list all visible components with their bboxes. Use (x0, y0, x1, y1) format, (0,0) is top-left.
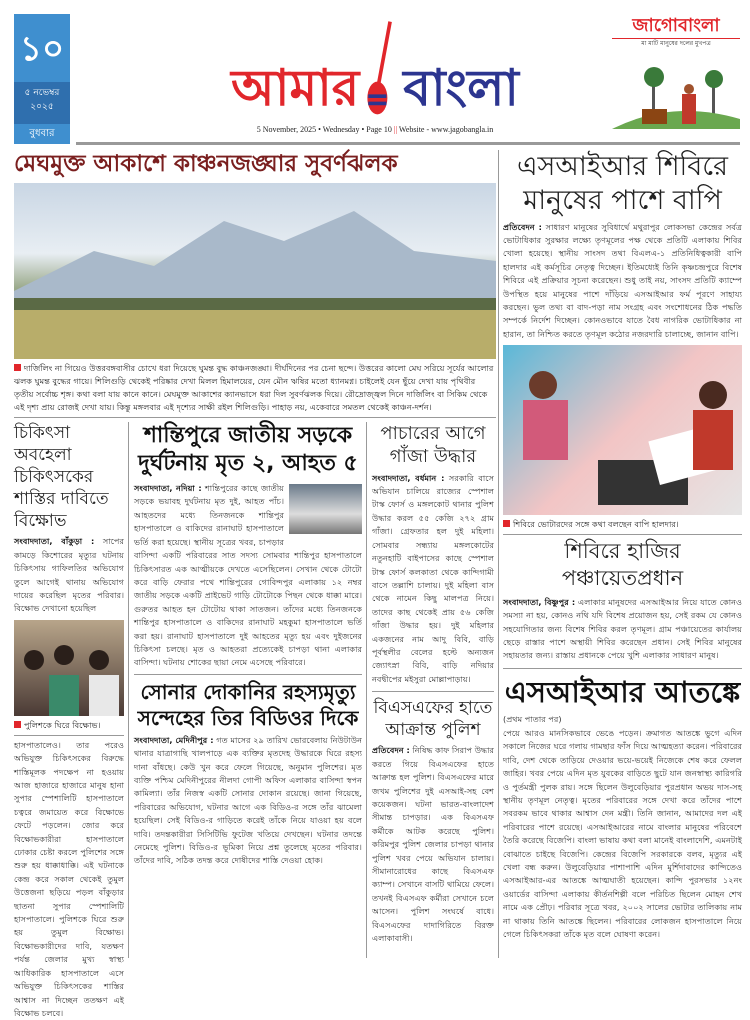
farmer-illustration (612, 49, 740, 129)
logo-part-1: আমার (231, 58, 360, 117)
bullet-icon (14, 721, 21, 728)
dateline: সংবাদদাতা, বর্ধমান : (372, 472, 445, 483)
masthead-logo (150, 14, 600, 118)
sister-tagline: মা মাটি মানুষের দলের মুখপত্র (612, 38, 740, 49)
ganja-headline: পাচারের আগে গাঁজা উদ্ধার (380, 422, 486, 468)
sir-panic-headline: এসআইআর আতঙ্কে (504, 674, 741, 709)
body-text: শান্তিপুরের কাছে জাতীয় সড়কে ভয়াবহ দুর্ঘটনায় মৃত দুই, আহত পাঁচ। আহতদের মধ্যে তিনজনকে শান্তিপুর হাসপাতালে ও বাকিদের রানাঘাট হাসপাতালে ভর্তি করা হয়েছে। স্থানীয় সূত্রের খবর, চাপড়ার বাসিন্দা একটি পরিবারের সাত সদস্য সোমবার শান্তিপুর হাসপাতালে চিকিৎসারত এক আত্মীয়কে দেখতে এসেছিলেন। সেখান থেকে টোটো করে বাড়ি ফেরার পথে শান্তিপুরের গোবিন্দপুর এলাকায় ১২ নম্বর জাতীয় সড়কে একটি প্রাইভেট গাড়ি টোটোকে পিছন থেকে ধাক্কা মারে। গুরুতর আহত হন টোটোয় থাকা সাতজন। তাঁদের মধ্যে তিনজনকে শান্তিপুর হাসপাতালে ও বাকিদের রানাঘাট মহকুমা হাসপাতালে ভর্তি করা হয়। রানাঘাট হাসপাতালে দুই আহতের মৃত্যু হয় এবং দুইজনের চিকিৎসা চলছে। মৃত ও আহতরা প্রত্যেকেই চাপড়া থানা এলাকার বাসিন্দা। ঘটনায় শোকের ছায়া নেমে এসেছে পরিবারে। (134, 483, 362, 668)
ganja-body (372, 472, 494, 687)
page-number: ১০ (19, 29, 65, 69)
lead-story (14, 150, 498, 418)
divider (372, 691, 494, 692)
dateline: সংবাদদাতা, মেদিনীপুর : (134, 734, 214, 745)
medical-headline: চিকিৎসা অবহেলা চিকিৎসকের শাস্তির দাবিতে বিক্ষোভ (14, 422, 109, 532)
jeweller-headline: সোনার দোকানির রহস্যমৃত্যু সন্দেহের তির বিডিওর দিকে (137, 679, 359, 730)
jeweller-body (134, 734, 362, 958)
sir-camp-headline: এসআইআর শিবিরে মানুষের পাশে বাপি (517, 151, 728, 216)
dateline-text: 5 November, 2025 • Wednesday • Page 10 (256, 125, 392, 134)
bsf-headline: বিএসএফের হাতে আক্রান্ত পুলিশ (373, 698, 493, 741)
dateline: সংবাদদাতা, নদিয়া : (134, 483, 202, 494)
divider (14, 417, 496, 418)
logo-part-2: বাংলা (403, 58, 519, 117)
divider (14, 735, 124, 736)
medical-body (14, 535, 124, 615)
accident-headline: শান্তিপুরে জাতীয় সড়কে দুর্ঘটনায় মৃত ২, আহত ৫ (138, 422, 358, 477)
accident-body (134, 482, 362, 670)
website-link[interactable]: Website - www.jagobangla.in (398, 125, 494, 134)
issue-date: ৫ নভেম্বর ২০২৫ (14, 82, 70, 124)
body-text: সাধারণ মানুষের সুবিধার্থে মথুরাপুর লোকসভা কেন্দ্রের সর্বত্র ভোটাধিকার সুরক্ষার লক্ষ্যে তৃণমূলের পক্ষ থেকে প্রতিটি এলাকায় শিবির খোলা হয়েছে। স্থানীয় সাংসদ তথা বিএলএ-১ প্রতিনিধিত্বকারী বাপি হালদার এই কর্মসূচির নেতৃত্ব দিচ্ছেন। ইতিমধ্যেই তিনি কৃষ্ণচন্দ্রপুরে বিশেষ শিবিরে এই প্রক্রিয়ার সূচনা করেছেন। শুধু তাই নয়, সাংসদ প্রতিটি ক্যাম্পে উপস্থিত হয়ে মানুষের পাশে দাঁড়িয়ে এসআইআর ফর্ম পূরণে সাহায্য করছেন। ভুল তথ্য বা বাদ-পড়া নাম সংগ্রহ এবং সংশোধনের ঠিক পদ্ধতি সম্পর্কে নির্দেশ দিচ্ছেন। কোনওভাবে যাতে বৈধ নাগরিক ভোটাধিকার না হারান, তা নিশ্চিত করতে তৃণমূল কঠোর নজরদারি চালাচ্ছে, জানান বাপি। (503, 221, 742, 339)
bullet-icon (14, 364, 21, 371)
protest-photo (14, 620, 124, 716)
right-column (498, 150, 742, 958)
caption-text: শিবিরে ভোটারদের সঙ্গে কথা বলছেন বাপি হালদার। (513, 519, 679, 530)
medical-body-continued: হাসপাতালেও। তার পরেও অভিযুক্ত চিকিৎসকের বিরুদ্ধে শাস্তিমূলক পদক্ষেপ না হওয়ায় আজ হাজারে হাজারে মানুষ হানা সুপার স্পেশালিটি হাসপাতালে চত্বরে জমায়েত করে বিক্ষোভে ফেটে পড়লেন। জোর করে বিক্ষোভকারীরা হাসপাতালে ঢোকার চেষ্টা করলে পুলিশের সঙ্গে শুরু হয় ধাক্কাধাক্কি। এই ঘটনাকে কেন্দ্র করে সকাল থেকেই তুমুল উত্তেজনা ছড়িয়ে পড়ল বাঁকুড়ার ছাতনা সুপার স্পেশালিটি হাসপাতালে। পুলিশকে ঘিরে শুরু হয় তুমুল বিক্ষোভ। বিক্ষোভকারীদের দাবি, যতক্ষণ পর্যন্ত জেলার মুখ্য স্বাস্থ্য আধিকারিক হাসপাতালে এসে অভিযুক্ত চিকিৎসকের শাস্তির আশ্বাস না দিচ্ছেন ততক্ষণ এই বিক্ষোভ চলবে। (14, 739, 124, 1018)
sister-logo (612, 14, 740, 142)
dateline: সংবাদদাতা, বাঁকুড়া : (14, 536, 95, 547)
dateline: 5 November, 2025 • Wednesday • Page 10 || Website - www.jagobangla.in (256, 125, 494, 134)
body-text: সাপের কামড়ে কিশোরের মৃত্যুর ঘটনায় চিকিৎসায় গাফিলতির অভিযোগ তুলে আগেই থানায় অভিযোগ দায়ের করেছিল মৃতের পরিবার। বিক্ষোভ দেখানো হয়েছিল (14, 536, 124, 614)
kanchenjunga-photo (14, 183, 496, 359)
divider (503, 534, 742, 535)
lead-headline: মেঘমুক্ত আকাশে কাঞ্চনজঙ্ঘার সুবর্ণঝলক (14, 151, 398, 177)
lead-caption (14, 362, 496, 414)
masthead-rule (76, 142, 740, 145)
bullet-icon (503, 520, 510, 527)
caption-text: পুলিশকে ঘিরে বিক্ষোভ। (24, 719, 101, 730)
car-photo (289, 484, 362, 534)
divider (134, 674, 362, 675)
dateline: প্রতিবেদন : (503, 221, 542, 232)
date-box (14, 14, 70, 144)
bsf-body (372, 744, 494, 958)
sir-camp-body (503, 221, 742, 342)
divider (503, 668, 742, 669)
ganja-column (372, 422, 494, 958)
accident-column (134, 422, 367, 958)
dateline: সংবাদদাতা, বিষ্ণুপুর : (503, 596, 576, 607)
weekday: বুধবার (29, 128, 55, 139)
left-block (14, 150, 498, 1018)
sir-panic-subhead: (প্রথম পাতার পর) (503, 714, 562, 725)
dateline: প্রতিবেদন : (372, 745, 410, 756)
panchayat-body (503, 596, 742, 663)
sir-camp-photo (503, 345, 742, 515)
ektara-icon (363, 18, 399, 118)
protest-caption (14, 719, 124, 732)
sir-panic-body: পেয়ে আরও মানসিকভাবে ভেঙে পড়েন। ক্রমাগত আতঙ্কে ভুগে এদিন সকালে নিজের ঘরে গলায় গামছার ফাঁস দিয়ে আত্মহত্যা করেন। পরিবারের দাবি, দেশ থেকে তাড়িয়ে দেওয়ার ভয়ে-ভয়েই নিজেকে শেষ করে ফেলল জাহির। খবর পেয়ে এদিন মৃত যুবকের বাড়িতে ছুটে যান জনস্বাস্থ্য কারিগরি ও পুর্তমন্ত্রী পুলক রায়। সঙ্গে ছিলেন উলুবেড়িয়ার পুরপ্রধান অভয় দাস-সহ স্থানীয় তৃণমূল নেতৃত্ব। মৃতের পরিবারের সঙ্গে দেখা করে তাঁদের পাশে সবরকম ভাবে থাকার আশ্বাস দেন মন্ত্রী। তিনি জানান, আমাদের দল এই পরিবারের পাশে রয়েছে। এসআইআরের নামে বাংলার মানুষের পরিবেশে তৈরি করেছে বিজেপি। বাংলা ভাষায় কথা বলা মানেই বাংলাদেশি, এমনটাই বোঝাতে চাইছে বিজেপি। কেন্দ্রের বিজেপি সরকারকে বলব, মৃত্যুর এই খেলা বন্ধ করুন। উলুবেড়িয়ার পাশাপাশি এদিন মুর্শিদাবাদের কান্দিতেও এসআইআর-এর আতঙ্কে আত্মঘাতী হয়েছেন। কান্দি পুরসভার ১২নং ওয়ার্ডের বাসিন্দা এলাকায় কীর্তনশিল্পী বলে পরিচিত ছিলেন মোহন শেখ নামে এক প্রৌঢ়। পরিবার সূত্রে খবর, ২০০২ সালের ভোটার তালিকায় নাম না থাকায় তিনি আতঙ্কে ছিলেন। পরিবারের লোকজন হাসপাতালে নিয়ে গেলে চিকিৎসকরা তাঁকে মৃত বলে ঘোষণা করেন। (503, 727, 742, 939)
body-text: গত মাসের ২৯ তারিখ ভোরবেলায় নিউটাউন থানার যাত্রাগাছি খালপাড়ে এক ব্যক্তির মৃতদেহ উদ্ধারকে ঘিরে রহস্য দানা বাঁধছে। কেউ খুন করে ফেলে গিয়েছে, অনুমান পুলিশের। মৃত ব্যক্তি পশ্চিম মেদিনীপুরের নীলদা গোপী অফিস এলাকার বাসিন্দা স্বপন কামিল্যা। তাঁর নিজস্ব একটি সোনার দোকান রয়েছে। জানা গিয়েছে, পরিবারের অভিযোগ, ঘটনার আগে এক বিডিও-র সঙ্গে তাঁর ঝামেলা হয়েছিল। সেই বিডিও-র গাড়িতে করেই তাঁকে নিয়ে যাওয়া হয় বলে দাবি। তদন্তকারীরা সিসিটিভি ফুটেজ খতিয়ে দেখছেন। ঘটনার তদন্তে নেমেছে পুলিশ। বিডিও-র ভূমিকা নিয়ে প্রশ্ন তুলেছে মৃতের পরিবার। তাঁদের দাবি, সঠিক তদন্ত করে দোষীদের শাস্তি দেওয়া হোক। (134, 734, 363, 866)
panchayat-headline: শিবিরে হাজির পঞ্চায়েতপ্রধান (561, 539, 684, 591)
sister-logo-text: জাগোবাংলা (632, 15, 720, 36)
lead-caption-text: দার্জিলিং না গিয়েও উত্তরবঙ্গবাসীর চোখে ধরা দিয়েছে ঘুমন্ত বুদ্ধ কাঞ্চনজঙ্ঘা। দীর্ঘদিনের পর চেনা ছন্দে। উত্তরের কালো মেঘ সরিয়ে সূর্যের আলোর ঝলক ঘুমন্ত বুদ্ধের গায়ে। শিলিগুড়ি থেকেই পরিষ্কার দেখা মিলল হিমালয়ের, যেন মৌন ঋষির মতো ধ্যানমগ্ন। চাইলেই যেন ছুঁয়ে দেখা যায় পৃথিবীর তৃতীয় সর্বোচ্চ শৃঙ্গ। কথা বলা যায় কানে কানে। মেঘমুক্ত আকাশের ক্যানভাসে ধরা দিল সুবর্ণঝলক দিয়ে। রৌদ্রোজ্জ্বল দিনে দার্জিলিং বা সিকিম থেকে এই দৃশ্য প্রায় রোজই দেখা যায়। কিন্তু মঙ্গলবার এই দৃশ্যের সাক্ষী রইল শিলিগুড়ি। পাহাড় নয়, একেবারে সমতল থেকেই কাঞ্চন-দর্শন। (14, 362, 494, 412)
body-text: সরকারি বাসে অভিযান চালিয়ে রাজ্যের স্পেশাল টাস্ক ফোর্স ও মঙ্গলকোট থানার পুলিশ উদ্ধার করল ৫৫ কেজি ২৭২ গ্রাম গাঁজা। গ্রেফতার হল দুই মহিলা। সোমবার সন্ধ্যায় মঙ্গলকোটের নতুনহাটি বাইপাসের কাছে স্পেশাল টাস্ক ফোর্স কলকাতা থেকে কান্দিগামী বাসে তল্লাশি চালায়। দুই মহিলা বাস থেকে নামেন কিছু মালপত্র নিয়ে। তাদের কাছ থেকেই প্রায় ৫৬ কেজি গাঁজা উদ্ধার হয়। দুই মহিলার একজনের নাম আদু বিবি, বাড়ি পূর্বস্থলীর বেলের হল্টে অন্যজন জ্যোৎস্না বিবি, বাড়ি নদিয়ার নবদ্বীপের মইসুরা মোল্লাপাড়ায়। (372, 472, 494, 684)
sir-camp-caption (503, 518, 742, 531)
body-text: এলাকার মানুষদের এসআইআর নিয়ে যাতে কোনও সমস্যা না হয়, কোনও নথি যদি বিশেষ প্রয়োজন হয়, সেই রকম যে কোনও সহযোগিতার জন্য বিশেষ শিবির করল তৃণমূল। গ্রাম পঞ্চায়েতের কার্যালয় ছেড়ে রাস্তার পাশে অস্থায়ী শিবির করেছেন প্রধান। সেই শিবির মানুষের সহায়তার জন্য। রাস্তায় প্রধানকে পেয়ে খুশি এলাকার সাধারণ মানুষ। (503, 596, 742, 661)
medical-column (14, 422, 129, 1018)
story-columns (14, 422, 498, 1018)
body-text: নিষিদ্ধ কাফ সিরাপ উদ্ধার করতে গিয়ে বিএসএফের হাতে আক্রান্ত হল পুলিশ। বিএসএফের মারে জখম পুলিশের দুই এসআই-সহ বেশ কয়েকজন। ঘটনা ভারত-বাংলাদেশ সীমান্ত চাপড়ার। এক বিএসএফ কর্মীকে আটক করেছে পুলিশ। করিমপুর পুলিশ জেলার চাপড়া থানার পুলিশ খবর পেয়ে অভিযান চালায়। সীমানারোধের কাছে বিএসএফ ক্যাম্প। সেখানে বাসটি থামিয়ে ফেলে। তখনই বিএসএফ কর্মীরা সেখানে চলে আসেন। পুলিশ সংঘর্ষে বাধে। বিএসএফের দাদাগিরিতে বিরক্ত এলাকাবাসী। (372, 745, 494, 944)
